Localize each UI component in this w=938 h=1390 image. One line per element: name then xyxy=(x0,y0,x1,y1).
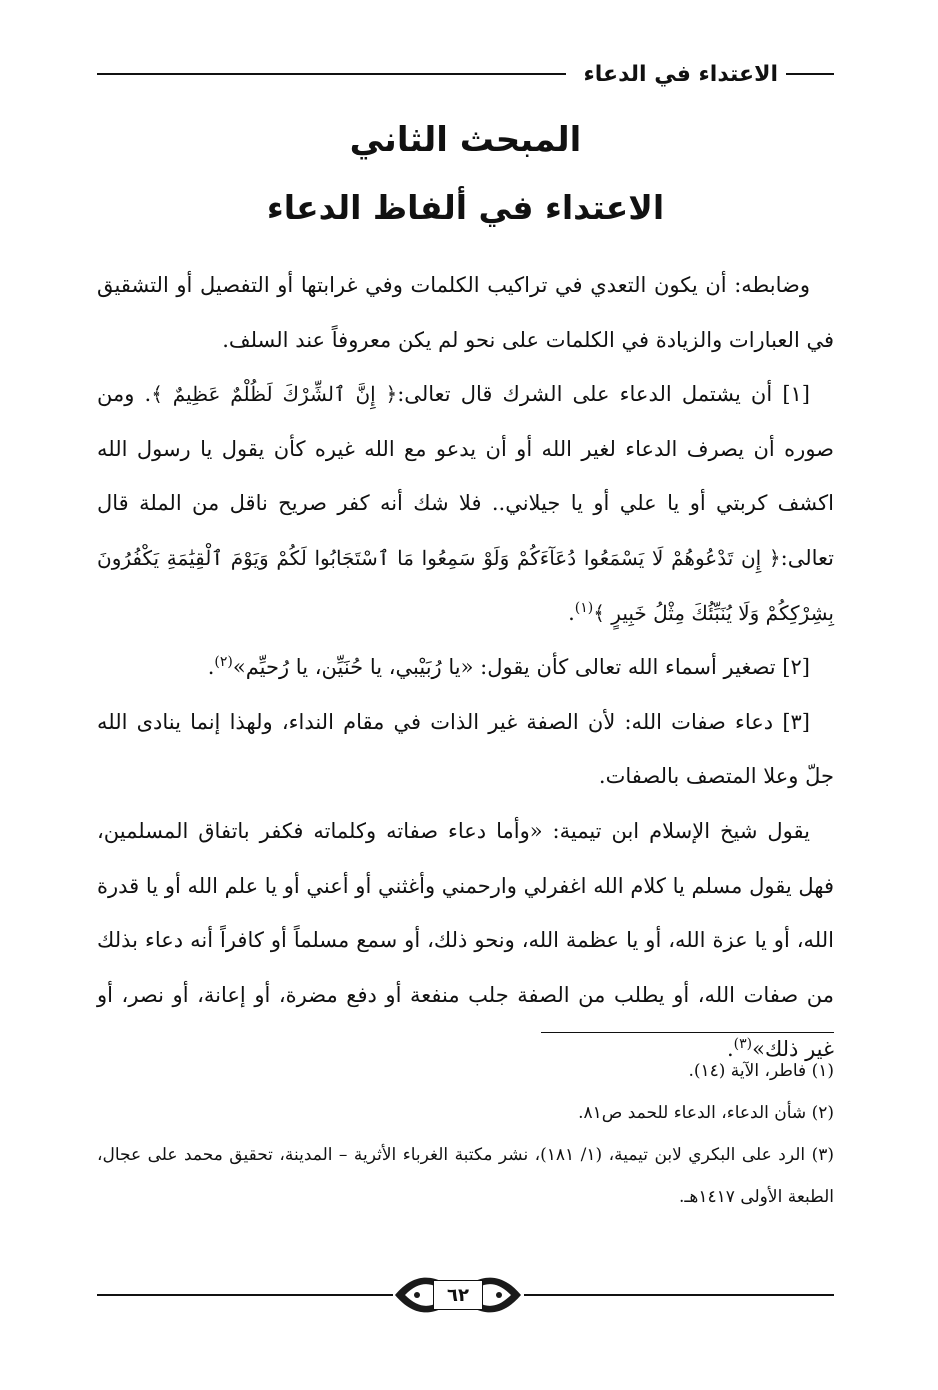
header-rule-long xyxy=(97,73,566,75)
footnote-3: (٣) الرد على البكري لابن تيمية، (١/ ١٨١)، نشر مكتبة الغرباء الأثرية – المدينة، تحقيق محمد على عجال، الطبعة الأولى ١٤١٧هـ. xyxy=(97,1145,834,1207)
paragraph-shirk-intro: [١] أن يشتمل الدعاء على الشرك قال تعالى: xyxy=(397,382,810,407)
footer-rule-left xyxy=(97,1294,393,1296)
quran-verse-luqman: ﴿ إِنَّ ٱلشِّرْكَ لَظُلْمٌ عَظِيمٌ ﴾ xyxy=(151,382,398,407)
footnote-ref-1[interactable]: (١) xyxy=(574,599,594,616)
main-text xyxy=(97,258,834,1077)
paragraph-diminutive-text: [٢] تصغير أسماء الله تعالى كأن يقول: «يا رُبَيْبي، يا حُنَيِّن، يا رُحيِّم» xyxy=(232,655,810,680)
page-number: ٦٢ xyxy=(433,1280,483,1310)
quran-verse-fatir: ﴿ إِن تَدْعُوهُمْ لَا يَسْمَعُوا دُعَآءَكُمْ وَلَوْ سَمِعُوا مَا ٱسْتَجَابُوا لَكُمْ وَيَوْمَ ٱلْقِيَٰمَةِ يَكْفُرُونَ بِشِرْكِكُمْ وَلَا يُنَبِّئُكَ مِثْلُ خَبِيرٍ ﴾ xyxy=(97,545,834,625)
footnotes xyxy=(97,1050,834,1218)
footnote-separator xyxy=(541,1032,834,1033)
header-rule-short xyxy=(786,73,834,75)
footer-rule-right xyxy=(524,1294,834,1296)
footnote-ref-2[interactable]: (٢) xyxy=(214,654,233,671)
chapter-subtitle: الاعتداء في ألفاظ الدعاء xyxy=(266,188,665,227)
paragraph-attributes: [٣] دعاء صفات الله: لأن الصفة غير الذات في مقام النداء، ولهذا إنما ينادى الله جلّ وعلا المتصف بالصفات. xyxy=(97,709,834,789)
chapter-title: المبحث الثاني xyxy=(349,120,582,160)
paragraph-diminutive: [٢] تصغير أسماء الله تعالى كأن يقول: «يا رُبَيْبي، يا حُنَيِّن، يا رُحيِّم»$^{(٢)}$. xyxy=(207,654,810,680)
paragraph-shirk-rest: . ومن صوره أن يصرف الدعاء لغير الله أو أن يدعو مع الله غيره كأن يقول يا رسول الله اكشف كربتي أو يا علي أو يا جيلاني.. فلا شك أنه كفر صريح ناقل من الملة قال تعالى: xyxy=(97,382,834,570)
paragraph-ibn-taymiyyah: يقول شيخ الإسلام ابن تيمية: «وأما دعاء صفاته وكلماته فكفر باتفاق المسلمين، فهل يقول مسلم يا كلام الله اغفرلي وارحمني وأغثني أو أعني أو يا علم الله أو يا قدرة الله، أو يا عزة الله، أو يا عظمة الله، ونحو ذلك، أو سمع مسلماً أو كافراً أنه دعاء بذلك من صفات الله، أو يطلب من الصفة جلب منفعة أو دفع مضرة، أو إعانة، أو نصر، أو غير ذلك»$^{(٣)}$. xyxy=(97,818,834,1062)
footnote-2: (٢) شأن الدعاء، الدعاء للحمد ص٨١. xyxy=(578,1103,834,1123)
paragraph-definition: وضابطه: أن يكون التعدي في تراكيب الكلمات وفي غرابتها أو التفصيل أو التشقيق في العبارات والزيادة في الكلمات على نحو لم يكن معروفاً عند السلف. xyxy=(97,273,834,352)
footnote-1: (١) فاطر، الآية (١٤). xyxy=(688,1061,834,1081)
page-footer xyxy=(97,1270,834,1320)
running-title: الاعتداء في الدعاء xyxy=(583,61,778,87)
paragraph-ibn-taymiyyah-text: يقول شيخ الإسلام ابن تيمية: «وأما دعاء صفاته وكلماته فكفر باتفاق المسلمين، فهل يقول مسلم يا كلام الله اغفرلي وارحمني وأغثني أو أعني أو يا علم الله أو يا قدرة الله، أو يا عزة الله، أو يا عظمة الله، ونحو ذلك، أو سمع مسلماً أو كافراً أنه دعاء بذلك من صفات الله، أو يطلب من الصفة جلب منفعة أو دفع مضرة، أو إعانة، أو نصر، أو غير ذلك» xyxy=(97,818,834,1062)
paragraph-shirk: [١] أن يشتمل الدعاء على الشرك قال تعالى:﴿ إِنَّ ٱلشِّرْكَ لَظُلْمٌ عَظِيمٌ ﴾. ومن صوره أن يصرف الدعاء لغير الله أو أن يدعو مع الله غيره كأن يقول يا رسول الله اكشف كربتي أو يا علي أو يا جيلاني.. فلا شك أنه كفر صريح ناقل من الملة قال تعالى:﴿ إِن تَدْعُوهُمْ لَا يَسْمَعُوا دُعَآءَكُمْ وَلَوْ سَمِعُوا مَا ٱسْتَجَابُوا لَكُمْ وَيَوْمَ ٱلْقِيَٰمَةِ يَكْفُرُونَ بِشِرْكِكُمْ وَلَا يُنَبِّئُكَ مِثْلُ خَبِيرٍ ﴾$^{(١)}$. xyxy=(97,382,834,625)
footnote-ref-3[interactable]: (٣) xyxy=(733,1036,753,1053)
running-header xyxy=(97,56,834,92)
